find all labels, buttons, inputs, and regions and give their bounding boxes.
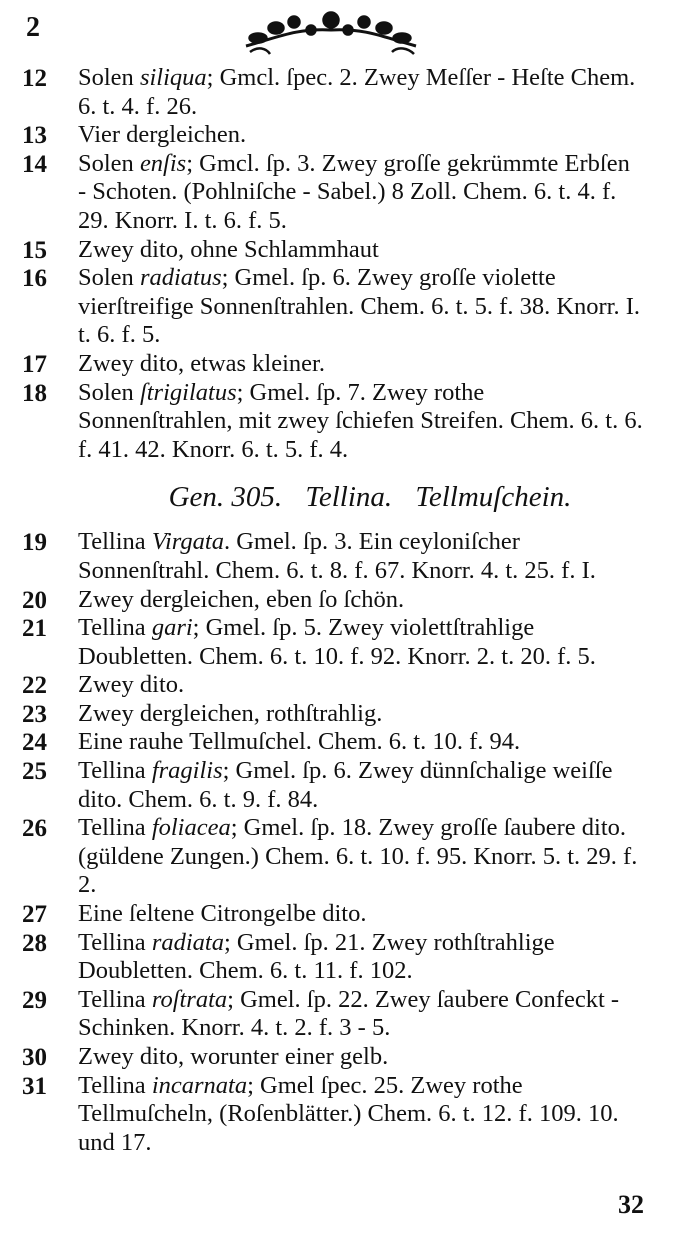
entry-number: 14 <box>22 150 47 178</box>
list-item <box>0 1043 680 1072</box>
entry-number: 24 <box>22 729 47 757</box>
entry-text: Tellina <box>78 928 152 956</box>
entry-number: 25 <box>22 758 47 786</box>
entry-number: 21 <box>22 615 47 643</box>
entry-text: Vier dergleichen. <box>78 121 247 149</box>
entry-number: 29 <box>22 986 47 1014</box>
entry-text: Zwey dergleichen, eben ſo ſchön. <box>78 585 405 613</box>
entry-number: 19 <box>22 529 47 557</box>
entry-text: . Gmel. ſp. 3. Ein ceyloniſcher Sonnenſtrahl. Chem. 6. t. 8. f. 67. Knorr. 4. t. 25. f. I. <box>78 528 596 584</box>
entry-text: ; Gmcl. ſpec. 2. Zwey Meſſer - Heſte Chem. 6. t. 4. f. 26. <box>78 64 636 120</box>
page-number: 2 <box>26 12 40 43</box>
entry-text: ; Gmel. ſp. 6. Zwey dünnſchalige weiſſe dito. Chem. 6. t. 9. f. 84. <box>78 757 613 813</box>
entry-number: 23 <box>22 700 47 728</box>
list-item <box>0 64 680 121</box>
entry-number: 16 <box>22 265 47 293</box>
entry-number: 15 <box>22 236 47 264</box>
genus-heading <box>60 480 680 514</box>
entry-text: Eine ſeltene Citrongelbe dito. <box>78 900 367 928</box>
species-name: siliqua <box>139 64 207 91</box>
entry-text: Solen <box>78 149 140 177</box>
entry-text: Tellina <box>78 528 152 556</box>
species-name: roſtrata <box>151 985 228 1013</box>
list-item <box>0 350 680 379</box>
list-item <box>0 236 680 265</box>
entry-number: 22 <box>22 672 47 700</box>
entry-number: 20 <box>22 586 47 614</box>
list-item <box>0 379 680 465</box>
entry-text: Zwey dergleichen, rothſtrahlig. <box>78 699 383 727</box>
list-item <box>0 728 680 757</box>
entry-text: ; Gmel. ſp. 22. Zwey ſaubere Confeckt - Schinken. Knorr. 4. t. 2. f. 3 - 5. <box>78 985 620 1042</box>
page-header <box>0 0 680 62</box>
species-name: Virgata <box>151 528 224 556</box>
entry-number: 13 <box>22 122 47 150</box>
list-item <box>0 986 680 1043</box>
list-item <box>0 614 680 671</box>
list-item <box>0 150 680 236</box>
entry-text: Solen <box>78 264 140 292</box>
genus-latin-name: Tellina. <box>305 481 393 514</box>
entry-number: 31 <box>22 1072 47 1100</box>
entry-text: ; Gmel. ſp. 7. Zwey rothe Sonnenſtrahlen, mit zwey ſchiefen Streifen. Chem. 6. t. 6. f. 41. 42. Knorr. 6. t. 5. f. 4. <box>78 378 643 463</box>
species-name: radiatus <box>139 264 222 292</box>
list-item <box>0 900 680 929</box>
entry-text: Solen <box>78 64 140 91</box>
entry-text: Zwey dito, etwas kleiner. <box>78 349 325 377</box>
entry-number: 26 <box>22 815 47 843</box>
entry-number: 12 <box>22 65 47 92</box>
floral-vignette-icon <box>236 8 426 56</box>
entry-text: Solen <box>78 378 140 406</box>
entry-number: 27 <box>22 901 47 929</box>
entry-text: Tellina <box>78 614 152 642</box>
species-name: gari <box>151 614 193 642</box>
entry-number: 30 <box>22 1044 47 1071</box>
species-name: ſtrigilatus <box>139 378 237 406</box>
list-item <box>0 121 680 150</box>
entry-text: Tellina <box>78 757 152 785</box>
list-item <box>0 586 680 615</box>
species-name: foliacea <box>151 814 231 842</box>
entry-text: ; Gmel. ſp. 18. Zwey groſſe ſaubere dito. (güldene Zungen.) Chem. 6. t. 10. f. 95. Knorr. 5. t. 29. f. 2. <box>78 814 638 899</box>
list-item <box>0 757 680 814</box>
entry-text: Zwey dito. <box>78 671 185 699</box>
entry-text: Zwey dito, worunter einer gelb. <box>78 1043 389 1070</box>
entry-text: Eine rauhe Tellmuſchel. Chem. 6. t. 10. f. 94. <box>78 728 521 756</box>
list-item <box>0 528 680 585</box>
entry-list <box>0 64 680 1157</box>
entry-text: Tellina <box>78 814 152 842</box>
list-item <box>0 814 680 900</box>
entry-number: 17 <box>22 350 47 378</box>
entry-text: ; Gmel. ſp. 6. Zwey groſſe violette vierſtreifige Sonnenſtrahlen. Chem. 6. t. 5. f. 38. Knorr. I. t. 6. f. 5. <box>78 264 641 349</box>
entry-text: ; Gmel. ſp. 5. Zwey violettſtrahlige Doubletten. Chem. 6. t. 10. f. 92. Knorr. 2. t. 20. f. 5. <box>78 614 596 670</box>
genus-number: Gen. 305. <box>168 481 283 514</box>
entry-text: ; Gmel ſpec. 25. Zwey rothe Tellmuſcheln, (Roſenblätter.) Chem. 6. t. 12. f. 109. 10. und 17. <box>78 1071 619 1156</box>
list-item <box>0 671 680 700</box>
list-item <box>0 264 680 350</box>
genus-german-name: Tellmuſchein. <box>415 481 572 514</box>
entry-text: Zwey dito, ohne Schlammhaut <box>78 235 379 263</box>
species-name: radiata <box>151 928 224 956</box>
species-name: enſis <box>139 149 187 177</box>
entry-number: 18 <box>22 379 47 407</box>
list-item <box>0 1072 680 1158</box>
species-name: fragilis <box>151 757 223 785</box>
catchword: 32 <box>618 1190 644 1219</box>
species-name: incarnata <box>151 1071 248 1099</box>
entry-text: Tellina <box>78 985 152 1013</box>
list-item <box>0 700 680 729</box>
entry-text: ; Gmel. ſp. 21. Zwey rothſtrahlige Doubletten. Chem. 6. t. 11. f. 102. <box>78 928 555 985</box>
entry-text: ; Gmcl. ſp. 3. Zwey groſſe gekrümmte Erbſen - Schoten. (Pohlniſche - Sabel.) 8 Zoll. Chem. 6. t. 4. f. 29. Knorr. I. t. 6. f. 5. <box>78 149 630 234</box>
entry-text: Tellina <box>78 1071 152 1099</box>
entry-number: 28 <box>22 929 47 957</box>
list-item <box>0 929 680 986</box>
